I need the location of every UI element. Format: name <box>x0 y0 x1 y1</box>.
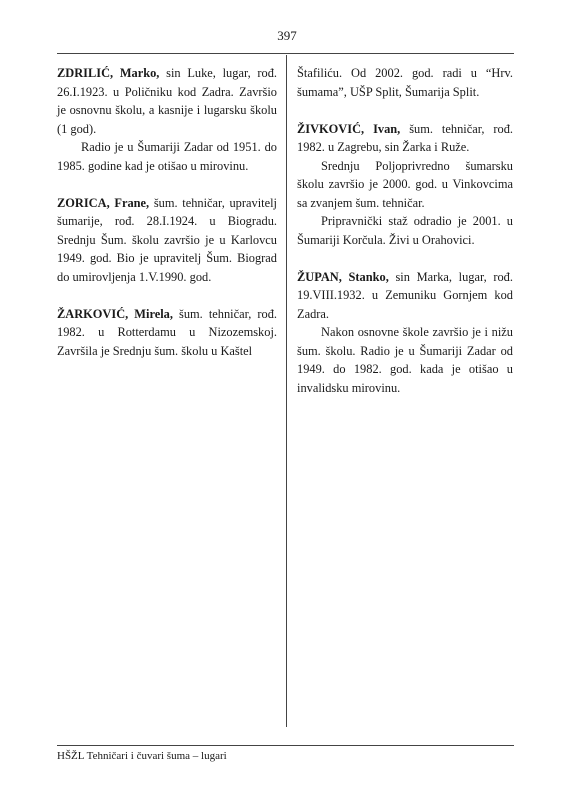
entry-name: ZORICA, Frane, <box>57 195 150 210</box>
header-rule <box>57 53 514 54</box>
entry-zarkovic <box>57 305 277 361</box>
entry-paragraph <box>297 268 513 324</box>
footer-rule <box>57 745 514 746</box>
entry-zorica <box>57 194 277 287</box>
entry-paragraph: Štafiliću. Od 2002. god. radi u “Hrv. šumama”, UŠP Split, Šumarija Split. <box>297 66 513 99</box>
entry-zupan <box>297 268 513 398</box>
entry-paragraph: Radio je u Šumariji Zadar od 1951. do 1985. godine kad je otišao u mirovinu. <box>57 140 277 173</box>
column-divider <box>286 55 287 727</box>
entry-paragraph: Pripravnički staž odradio je 2001. u Šumariji Korčula. Živi u Orahovici. <box>297 214 513 247</box>
entry-name: ZDRILIĆ, Marko, <box>57 66 160 80</box>
entry-text: šum. tehničar, rođ. 1982. u Zagrebu, sin Žarka i Ruže. <box>297 121 513 154</box>
entry-text: sin Marka, lugar, rođ. 19.VIII.1932. u Zemuniku Gornjem kod Zadra. <box>297 269 513 321</box>
entry-text: sin Luke, lugar, rođ. 26.I.1923. u Poličniku kod Zadra. Završio je osnovnu školu, a kasnije i lugarsku školu (1 god). <box>57 66 278 136</box>
page-number: 397 <box>277 28 297 43</box>
entry-paragraph <box>297 120 513 157</box>
entry-text: šum. tehničar, rođ. 1982. u Rotterdamu u Nizozemskoj. Završila je Srednju šum. školu u Kaštel <box>57 306 277 358</box>
right-column <box>297 64 513 416</box>
footer-text: HŠŽL Tehničari i čuvari šuma – lugari <box>57 750 227 762</box>
entry-zarkovic-continued <box>297 64 513 101</box>
entry-name: ŽIVKOVIĆ, Ivan, <box>297 121 401 136</box>
entry-name: ŽUPAN, Stanko, <box>297 269 389 284</box>
entry-text: šum. tehničar, upravitelj šumarije, rođ. 28.I.1924. u Biogradu. Srednju Šum. školu završio je u Karlovcu 1949. god. Bio je upravitelj Šum. Biograd do umirovljenja 1.V.1990. god. <box>57 195 277 284</box>
entry-zdrilic <box>57 64 277 175</box>
entry-paragraph <box>57 64 277 138</box>
entry-paragraph: Srednju Poljoprivredno šumarsku školu završio je 2000. god. u Vinkovcima sa zvanjem šum. tehničar. <box>297 158 513 210</box>
entry-paragraph <box>57 194 277 287</box>
left-column <box>57 64 277 379</box>
entry-zivkovic <box>297 120 513 250</box>
entry-paragraph <box>57 305 277 361</box>
entry-name: ŽARKOVIĆ, Mirela, <box>57 306 173 321</box>
entry-paragraph: Nakon osnovne škole završio je i nižu šum. školu. Radio je u Šumariji Zadar od 1949. do 1982. god. kada je otišao u invalidsku mirovinu. <box>297 325 513 395</box>
